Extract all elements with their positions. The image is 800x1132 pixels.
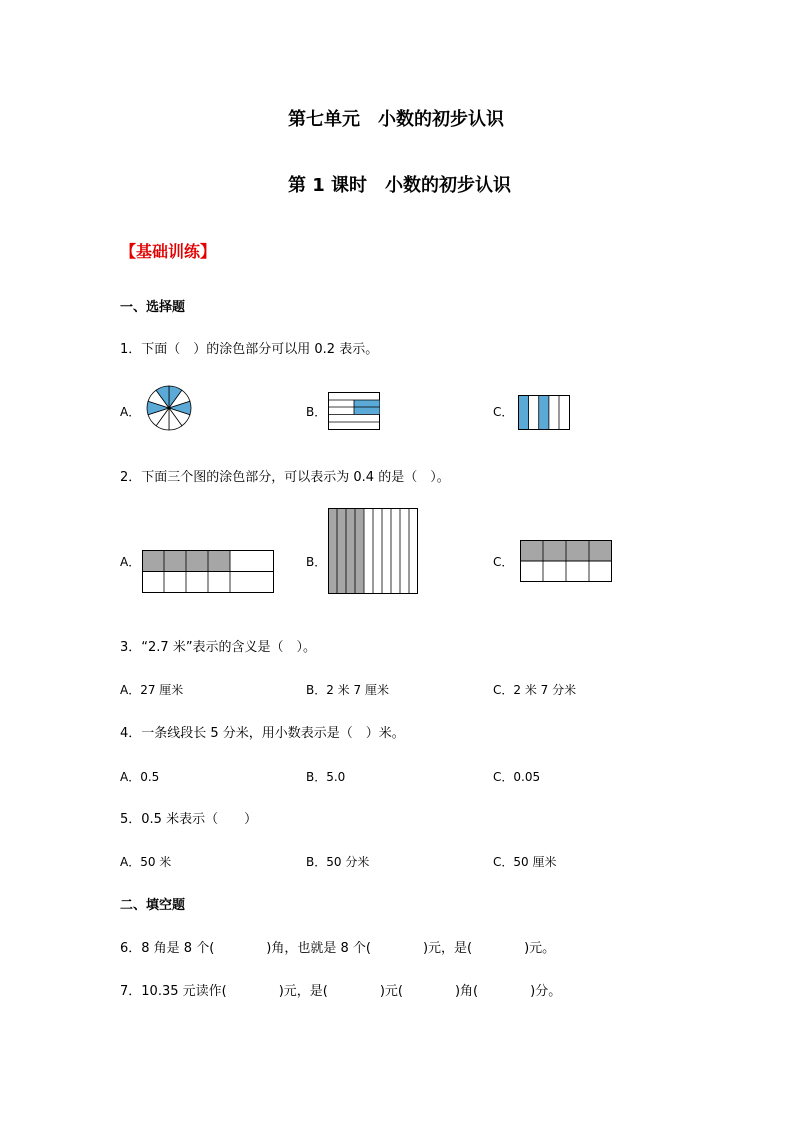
question-4: 4．一条线段长 5 分米，用小数表示是（ ）米。 bbox=[120, 726, 405, 741]
question-5: 5．0.5 米表示（ ） bbox=[120, 812, 258, 827]
q2-option-b-label: B． bbox=[306, 555, 327, 569]
q1-option-a-circle-figure bbox=[146, 385, 192, 431]
q5-option-b: B．50 分米 bbox=[306, 855, 370, 869]
section-choice-heading: 一、选择题 bbox=[120, 300, 186, 315]
q3-option-c: C．2 米 7 分米 bbox=[493, 683, 577, 697]
question-1: 1．下面（ ）的涂色部分可以用 0.2 表示。 bbox=[120, 342, 379, 357]
question-3: 3．“2.7 米”表示的含义是（ ）。 bbox=[120, 640, 317, 655]
question-7: 7．10.35 元读作( )元，是( )元( )角( )分。 bbox=[120, 984, 562, 999]
q2-option-a-label: A． bbox=[120, 555, 141, 569]
question-2: 2．下面三个图的涂色部分，可以表示为 0.4 的是（ ）。 bbox=[120, 470, 450, 485]
basic-training-heading: 【基础训练】 bbox=[120, 242, 217, 261]
q2-option-a-grid-figure bbox=[142, 550, 274, 593]
q1-option-c-label: C． bbox=[493, 405, 514, 419]
q2-option-c-grid-figure bbox=[520, 540, 612, 582]
q4-option-a: A．0.5 bbox=[120, 770, 160, 784]
q3-option-a: A．27 厘米 bbox=[120, 683, 184, 697]
q1-option-b-grid-figure bbox=[328, 392, 380, 430]
lesson-title: 第 1 课时 小数的初步认识 bbox=[288, 175, 512, 196]
q4-option-b: B．5.0 bbox=[306, 770, 346, 784]
q5-option-a: A．50 米 bbox=[120, 855, 172, 869]
q2-option-b-strip-figure bbox=[328, 508, 418, 594]
q4-option-c: C．0.05 bbox=[493, 770, 541, 784]
q1-option-c-strip-figure bbox=[518, 395, 570, 430]
q5-option-c: C．50 厘米 bbox=[493, 855, 557, 869]
unit-title: 第七单元 小数的初步认识 bbox=[288, 109, 504, 130]
q2-option-c-label: C． bbox=[493, 555, 514, 569]
section-fill-heading: 二、填空题 bbox=[120, 898, 186, 913]
question-6: 6．8 角是 8 个( )角，也就是 8 个( )元，是( )元。 bbox=[120, 941, 556, 956]
q3-option-b: B．2 米 7 厘米 bbox=[306, 683, 389, 697]
q1-option-a-label: A． bbox=[120, 405, 141, 419]
q1-option-b-label: B． bbox=[306, 405, 327, 419]
